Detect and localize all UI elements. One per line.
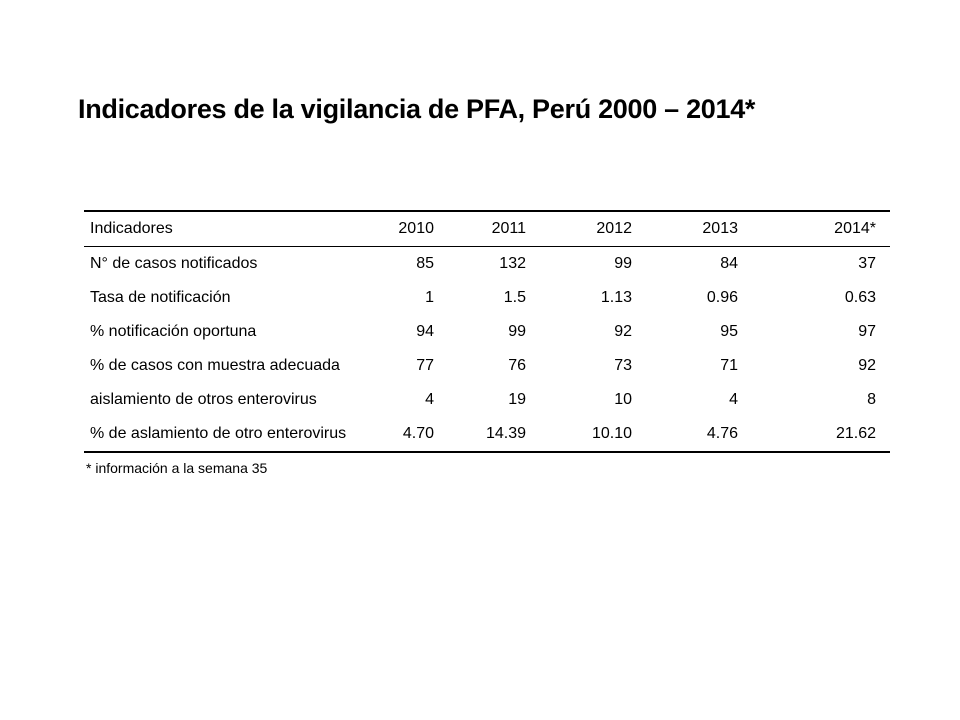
column-header-2011: 2011: [434, 211, 540, 247]
table-cell: 71: [720, 357, 738, 374]
table-cell: 8: [867, 391, 876, 408]
table-row: [84, 281, 890, 315]
table-cell: 0.96: [706, 289, 738, 306]
column-header-2010: 2010: [376, 211, 434, 247]
table-cell: 85: [416, 255, 434, 272]
table-body: [84, 247, 890, 453]
table-cell: 4.70: [376, 417, 434, 452]
table-cell: 76: [508, 357, 526, 374]
column-header-2012: 2012: [540, 211, 646, 247]
column-header-2014: 2014*: [752, 211, 890, 247]
table-cell: 1: [425, 289, 434, 306]
table-cell: 99: [614, 255, 632, 272]
header-row: [84, 211, 890, 247]
row-label: N° de casos notificados: [90, 255, 258, 272]
row-label: aislamiento de otros enterovirus: [90, 391, 317, 408]
table-cell: 132: [499, 255, 526, 272]
table-row: [84, 417, 890, 452]
table-cell: 4.76: [646, 417, 752, 452]
table-row: [84, 349, 890, 383]
table-cell: 4: [729, 391, 738, 408]
table-cell: 95: [720, 323, 738, 340]
table-row: [84, 315, 890, 349]
row-label: % de aslamiento de otro enterovirus: [84, 417, 376, 452]
table-cell: 92: [614, 323, 632, 340]
column-header-indicadores: Indicadores: [84, 211, 376, 247]
table-cell: 14.39: [434, 417, 540, 452]
table-cell: 84: [720, 255, 738, 272]
table-cell: 1.13: [600, 289, 632, 306]
table-cell: 92: [858, 357, 876, 374]
table-cell: 1.5: [503, 289, 526, 306]
table-cell: 73: [614, 357, 632, 374]
indicators-table: [84, 210, 890, 453]
table-cell: 10: [614, 391, 632, 408]
row-label: % de casos con muestra adecuada: [90, 357, 340, 374]
table-cell: 0.63: [844, 289, 876, 306]
table-cell: 10.10: [540, 417, 646, 452]
table-cell: 99: [508, 323, 526, 340]
table-cell: 4: [425, 391, 434, 408]
table-header: [84, 211, 890, 247]
row-label: Tasa de notificación: [90, 289, 231, 306]
row-label: % notificación oportuna: [90, 323, 257, 340]
table-cell: 94: [416, 323, 434, 340]
table-cell: 21.62: [752, 417, 890, 452]
table-row: [84, 247, 890, 282]
slide-title: Indicadores de la vigilancia de PFA, Perú 2000 – 2014*: [78, 94, 756, 124]
table-cell: 77: [416, 357, 434, 374]
table-footnote: * información a la semana 35: [86, 460, 268, 476]
table-cell: 97: [858, 323, 876, 340]
table-cell: 19: [508, 391, 526, 408]
column-header-2013: 2013: [646, 211, 752, 247]
table-cell: 37: [858, 255, 876, 272]
indicators-table-container: [84, 210, 876, 453]
table-row: [84, 383, 890, 417]
